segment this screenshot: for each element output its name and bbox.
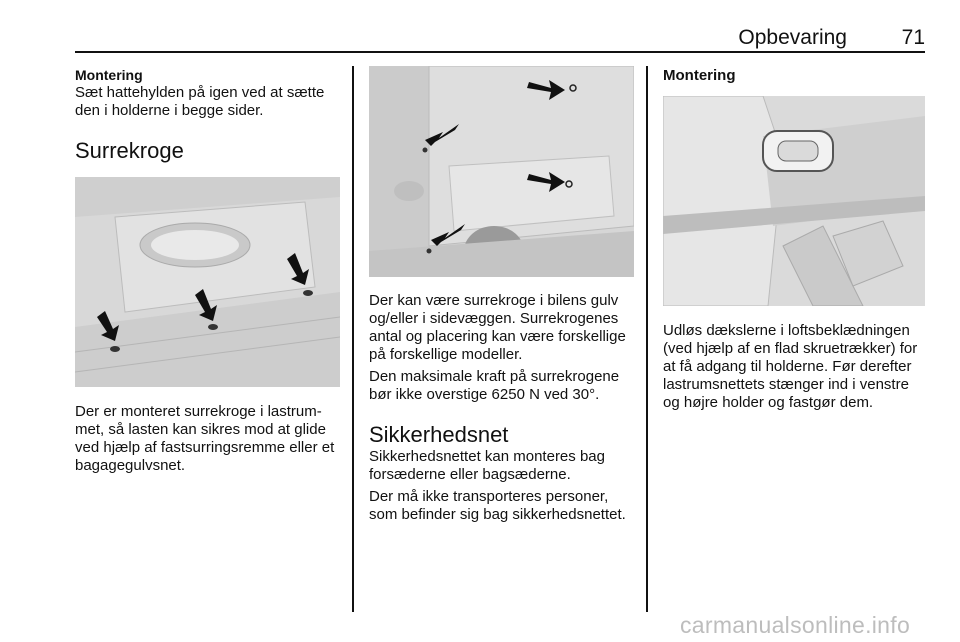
heading-sikkerhedsnet: Sikkerhedsnet bbox=[369, 422, 509, 447]
figure-cargo-floor-hooks bbox=[75, 177, 340, 387]
figure-sidewall-hooks bbox=[369, 66, 634, 277]
column-divider-2 bbox=[646, 66, 648, 612]
paragraph-kraft: Den maksimale kraft på surrekrogene bør ikke overstige 6250 N ved 30°. bbox=[369, 368, 620, 403]
figure-ceiling-holder bbox=[663, 96, 925, 306]
column-1-lower bbox=[75, 403, 340, 475]
paragraph-udloes: Udløs dækslerne i loftsbeklædningen (ved hjælp af en flad skruetrækker) for at få adgang til holderne. Før derefter lastrumsnettets stænger ind i venstre og højre holder og fastgør dem. bbox=[663, 322, 918, 411]
sidewall-illustration bbox=[369, 66, 634, 277]
column-divider-1 bbox=[352, 66, 354, 612]
page-header bbox=[75, 26, 925, 52]
column-1 bbox=[75, 66, 340, 164]
watermark: carmanualsonline.info bbox=[680, 612, 911, 638]
section-title: Opbevaring bbox=[738, 26, 847, 49]
paragraph-hattehylde: Sæt hattehylden på igen ved at sætte den i holderne i begge sider. bbox=[75, 84, 325, 119]
paragraph-placering: Der kan være surrekroge i bilens gulv og/eller i sidevæggen. Surrekrogenes antal og placering kan være forskellige på forskellige modeller. bbox=[369, 292, 626, 363]
heading-surrekroge: Surrekroge bbox=[75, 138, 184, 163]
page-number: 71 bbox=[901, 26, 925, 49]
subheading-montering: Montering bbox=[75, 67, 143, 83]
paragraph-personer: Der må ikke transporteres personer, som befinder sig bag sikkerhedsnettet. bbox=[369, 488, 626, 523]
paragraph-surrekroge: Der er monteret surrekroge i lastrummet, så lasten kan sikres mod at glide ved hjælp af fastsurringsremme eller et bagagegulvsnet. bbox=[75, 403, 335, 474]
ceiling-holder-illustration bbox=[663, 96, 925, 306]
subheading-montering-net: Montering bbox=[663, 67, 736, 84]
paragraph-sikkerhedsnet-montering: Sikkerhedsnettet kan monteres bag forsæderne eller bagsæderne. bbox=[369, 448, 605, 483]
column-3 bbox=[663, 66, 928, 86]
cargo-floor-illustration bbox=[75, 177, 340, 387]
column-2 bbox=[369, 292, 634, 524]
column-3-lower bbox=[663, 322, 928, 412]
header-rule bbox=[75, 51, 925, 53]
